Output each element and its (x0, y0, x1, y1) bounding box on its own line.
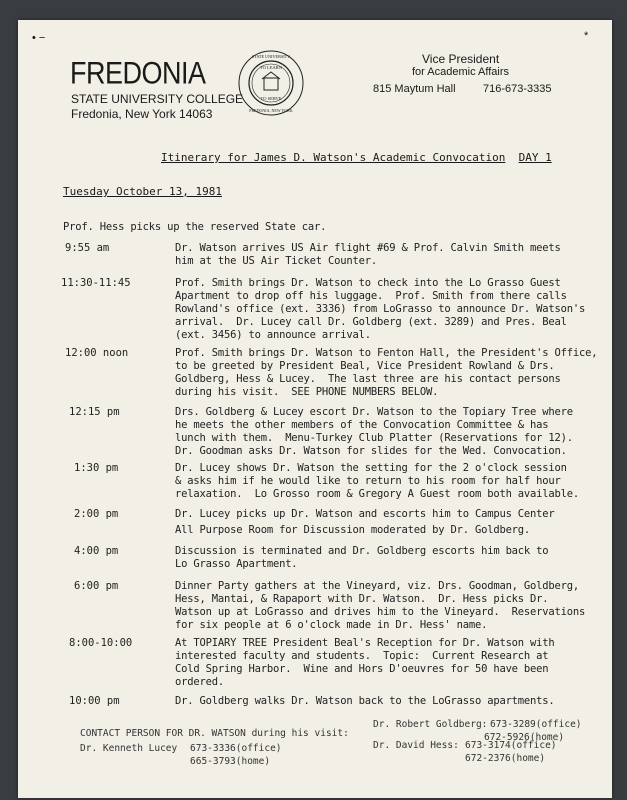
entry-text: Hess, Mantai, & Rapaport with Dr. Watson. Dr. Hess picks Dr. (175, 593, 549, 605)
entry-text: Goldberg, Hess & Lucey. The last three are his contact persons (175, 373, 561, 385)
seal-text-top: STATE UNIVERSITY (251, 54, 291, 59)
contact-lucey-office: 673-3336(office) (190, 743, 282, 754)
contact-goldberg-home: 672-5926(home) (484, 732, 565, 743)
entry-text: Dinner Party gathers at the Vineyard, viz. Drs. Goodman, Goldberg, (175, 580, 580, 592)
entry-time: 10:00 pm (69, 695, 120, 707)
itinerary-title (161, 151, 552, 164)
entry-text: Watson up at LoGrasso and drives him to the Vineyard. Reservations (175, 606, 586, 618)
margin-mark-left: • − (32, 32, 46, 44)
entry-text: relaxation. Lo Grosso room & Gregory A Guest room both available. (175, 488, 580, 500)
contact-hess-name: Dr. David Hess: (373, 740, 459, 751)
entry-text: All Purpose Room for Discussion moderated by Dr. Goldberg. (175, 524, 531, 536)
entry-time: 8:00-10:00 (69, 637, 133, 649)
margin-mark-right: * (584, 30, 589, 42)
entry-time: 11:30-11:45 (61, 277, 131, 289)
entry-text: interested faculty and students. Topic: Current Research at (175, 650, 549, 662)
itinerary-title-text: Itinerary for James D. Watson's Academic Convocation (161, 151, 506, 164)
entry-text: to be greeted by President Beal, Vice President Rowland & Drs. (175, 360, 555, 372)
entry-text: Dr. Lucey picks up Dr. Watson and escorts him to Campus Center (175, 508, 555, 520)
college-name: STATE UNIVERSITY COLLEGE (71, 92, 244, 106)
entry-text: Cold Spring Harbor. Wine and Hors D'oeuvres for 50 have been (175, 663, 549, 675)
contact-goldberg-name: Dr. Robert Goldberg: (373, 719, 488, 730)
entry-text: Lo Grasso Apartment. (175, 558, 298, 570)
office-title: Vice President (422, 52, 500, 66)
entry-text: & asks him if he would like to return to his room for half hour (175, 475, 561, 487)
entry-text: Dr. Lucey shows Dr. Watson the setting for the 2 o'clock session (175, 462, 567, 474)
entry-text: him at the US Air Ticket Counter. (175, 255, 378, 267)
entry-time: 9:55 am (65, 242, 110, 254)
entry-time: 6:00 pm (74, 580, 119, 592)
institution-logo: FREDONIA (70, 56, 206, 91)
entry-text: Prof. Smith brings Dr. Watson to Fenton Hall, the President's Office, (175, 347, 598, 359)
entry-text: Dr. Goodman asks Dr. Watson for slides for the Wed. Convocation. (175, 445, 567, 457)
entry-text: At TOPIARY TREE President Beal's Reception for Dr. Watson with (175, 637, 555, 649)
office-location: 815 Maytum Hall (373, 83, 456, 95)
entry-text: for six people at 6 o'clock made in Dr. Hess' name. (175, 619, 488, 631)
entry-text: ordered. (175, 676, 224, 688)
entry-text: Prof. Smith brings Dr. Watson to check into the Lo Grasso Guest (175, 277, 561, 289)
entry-text: Dr. Goldberg walks Dr. Watson back to the LoGrasso apartments. (175, 695, 555, 707)
intro-line: Prof. Hess picks up the reserved State car. (63, 221, 327, 233)
entry-text: Drs. Goldberg & Lucey escort Dr. Watson to the Topiary Tree where (175, 406, 573, 418)
college-address: Fredonia, New York 14063 (71, 107, 213, 121)
entry-text: Rowland's office (ext. 3336) from LoGrasso to announce Dr. Watson's (175, 303, 586, 315)
office-phone: 716-673-3335 (483, 83, 552, 95)
contact-hess-office: 673-3174(office) (465, 740, 557, 751)
entry-time: 12:15 pm (69, 406, 120, 418)
document-page (18, 20, 612, 798)
seal-text-motto-2: TO SERVE (260, 96, 282, 101)
entry-text: (ext. 3456) to announce arrival. (175, 329, 371, 341)
office-department: for Academic Affairs (412, 66, 510, 78)
contact-goldberg-office: 673-3289(office) (490, 719, 582, 730)
entry-text: arrival. Dr. Lucey call Dr. Goldberg (ext. 3289) and Pres. Beal (175, 316, 567, 328)
entry-text: lunch with them. Menu-Turkey Club Platter (Reservations for 12). (175, 432, 573, 444)
entry-time: 4:00 pm (74, 545, 119, 557)
entry-text: he meets the other members of the Convocation Committee & has (175, 419, 549, 431)
entry-time: 2:00 pm (74, 508, 119, 520)
seal-text-bottom: FREDONIA, NEW YORK (249, 108, 293, 113)
entry-text: Apartment to drop off his luggage. Prof. Smith from there calls (175, 290, 567, 302)
entry-text: during his visit. SEE PHONE NUMBERS BELOW. (175, 386, 439, 398)
itinerary-day: DAY 1 (518, 151, 552, 164)
entry-text: Dr. Watson arrives US Air flight #69 & Prof. Calvin Smith meets (175, 242, 561, 254)
contact-hess-home: 672-2376(home) (465, 753, 546, 764)
entry-time: 1:30 pm (74, 462, 119, 474)
entry-time: 12:00 noon (65, 347, 129, 359)
itinerary-date: Tuesday October 13, 1981 (63, 185, 222, 198)
contact-lucey-home: 665-3793(home) (190, 756, 271, 767)
contact-lucey-name: Dr. Kenneth Lucey (80, 743, 178, 754)
entry-text: Discussion is terminated and Dr. Goldberg escorts him back to (175, 545, 549, 557)
contact-heading: CONTACT PERSON FOR DR. WATSON during his visit: (80, 728, 349, 739)
university-seal-icon (237, 49, 305, 117)
seal-text-motto-1: TO LEARN (259, 65, 283, 70)
